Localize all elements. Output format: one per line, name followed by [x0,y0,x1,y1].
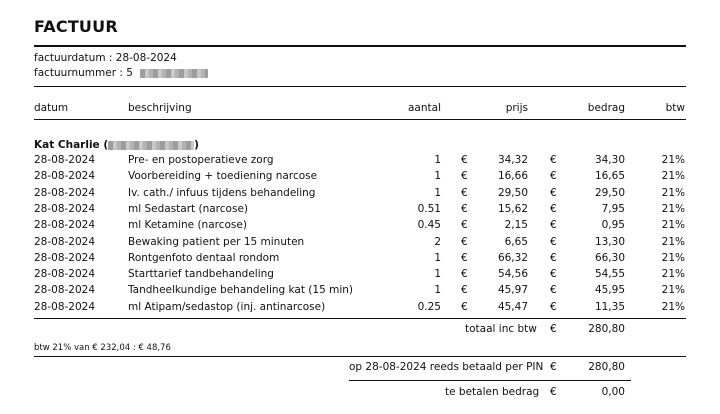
row-price-currency: € [461,202,468,215]
row-price: 2,15 [504,219,528,232]
row-vat: 21% [661,284,685,297]
row-price-currency: € [461,235,468,248]
row-price: 45,97 [497,284,528,297]
row-date: 28-08-2024 [34,300,96,313]
row-description: Rontgenfoto dentaal rondom [128,251,280,264]
invoice-number-label: factuurnummer : 5 [34,67,133,79]
row-vat: 21% [661,235,685,248]
row-amount-currency: € [550,235,557,248]
row-price: 66,32 [497,251,528,264]
row-amount: 54,55 [594,268,625,281]
row-description: Bewaking patient per 15 minuten [128,235,305,248]
row-description: Pre- en postoperatieve zorg [128,154,274,166]
row-quantity: 1 [434,186,441,199]
col-header-description: beschrijving [128,102,192,114]
row-price-currency: € [461,170,468,183]
row-amount: 45,95 [594,284,625,297]
row-vat: 21% [661,251,685,264]
row-price-currency: € [461,251,468,264]
row-amount: 66,30 [594,251,625,264]
paid-divider [349,380,631,381]
table-row [0,154,720,170]
table-row [0,252,720,268]
due-currency: € [550,386,557,398]
row-amount-currency: € [550,251,557,264]
total-label: totaal inc btw [465,323,537,335]
row-amount-currency: € [550,170,557,183]
row-amount: 34,30 [594,154,625,166]
redacted-patient-id [108,141,194,150]
row-date: 28-08-2024 [34,202,96,215]
table-row [0,268,720,284]
patient-name-prefix: Kat Charlie ( [34,139,109,151]
row-vat: 21% [661,219,685,232]
row-price: 54,56 [497,268,528,281]
row-date: 28-08-2024 [34,186,96,199]
table-row [0,203,720,219]
row-date: 28-08-2024 [34,268,96,281]
row-description: ml Atipam/sedastop (inj. antinarcose) [128,300,326,313]
row-description: ml Ketamine (narcose) [128,219,247,232]
items-divider [34,318,686,319]
row-quantity: 1 [434,268,441,281]
table-row [0,284,720,300]
row-date: 28-08-2024 [34,154,96,166]
row-description: Voorbereiding + toediening narcose [128,170,318,183]
row-amount: 13,30 [594,235,625,248]
row-vat: 21% [661,300,685,313]
table-row [0,301,720,317]
col-header-vat: btw [665,102,685,114]
patient-group-heading [34,139,199,151]
row-vat: 21% [661,154,685,166]
row-amount: 16,65 [594,170,625,183]
row-price: 45,47 [497,300,528,313]
due-value: 0,00 [601,386,625,398]
table-row [0,187,720,203]
row-price-currency: € [461,154,468,166]
due-label: te betalen bedrag [445,386,540,398]
row-amount-currency: € [550,202,557,215]
row-quantity: 1 [434,170,441,183]
row-amount-currency: € [550,268,557,281]
invoice-number-line [34,67,208,79]
table-header [0,102,720,118]
row-quantity: 2 [434,235,441,248]
top-divider [34,45,686,47]
col-header-quantity: aantal [408,102,441,114]
total-value: 280,80 [588,323,625,335]
row-vat: 21% [661,186,685,199]
table-row [0,236,720,252]
table-row [0,219,720,235]
row-description: Tandheelkundige behandeling kat (15 min) [128,284,353,297]
header-divider [34,119,686,120]
row-description: ml Sedastart (narcose) [128,202,248,215]
paid-currency: € [550,361,557,373]
paid-value: 280,80 [588,361,625,373]
row-amount-currency: € [550,154,557,166]
total-currency: € [550,323,557,335]
row-amount-currency: € [550,284,557,297]
meta-divider [34,86,686,87]
row-price-currency: € [461,186,468,199]
row-price-currency: € [461,300,468,313]
invoice-date: factuurdatum : 28-08-2024 [34,52,177,64]
redacted-invoice-number [140,69,208,78]
row-amount: 7,95 [601,202,625,215]
row-quantity: 0.25 [417,300,441,313]
col-header-date: datum [34,102,69,114]
row-price: 6,65 [504,235,528,248]
row-description: Iv. cath./ infuus tijdens behandeling [128,186,316,199]
row-price: 16,66 [497,170,528,183]
col-header-amount: bedrag [587,102,625,114]
row-vat: 21% [661,202,685,215]
row-price-currency: € [461,284,468,297]
row-date: 28-08-2024 [34,284,96,297]
paid-label: op 28-08-2024 reeds betaald per PIN [349,361,544,373]
row-price: 29,50 [497,186,528,199]
col-header-price: prijs [505,102,528,114]
row-description: Starttarief tandbehandeling [128,268,274,281]
row-amount-currency: € [550,300,557,313]
row-price-currency: € [461,268,468,281]
row-date: 28-08-2024 [34,219,96,232]
total-divider [34,356,686,357]
vat-note: btw 21% van € 232,04 : € 48,76 [34,343,171,353]
row-price: 15,62 [497,202,528,215]
row-date: 28-08-2024 [34,251,96,264]
row-amount: 0,95 [601,219,625,232]
invoice-title: FACTUUR [34,17,118,36]
row-price: 34,32 [497,154,528,166]
patient-name-suffix: ) [194,139,199,151]
row-date: 28-08-2024 [34,170,96,183]
row-date: 28-08-2024 [34,235,96,248]
row-amount-currency: € [550,186,557,199]
row-quantity: 0.45 [417,219,441,232]
row-quantity: 1 [434,154,441,166]
row-amount: 29,50 [594,186,625,199]
table-row [0,170,720,186]
row-vat: 21% [661,170,685,183]
row-price-currency: € [461,219,468,232]
row-amount-currency: € [550,219,557,232]
row-quantity: 0.51 [417,202,441,215]
row-amount: 11,35 [594,300,625,313]
row-quantity: 1 [434,284,441,297]
row-quantity: 1 [434,251,441,264]
row-vat: 21% [661,268,685,281]
